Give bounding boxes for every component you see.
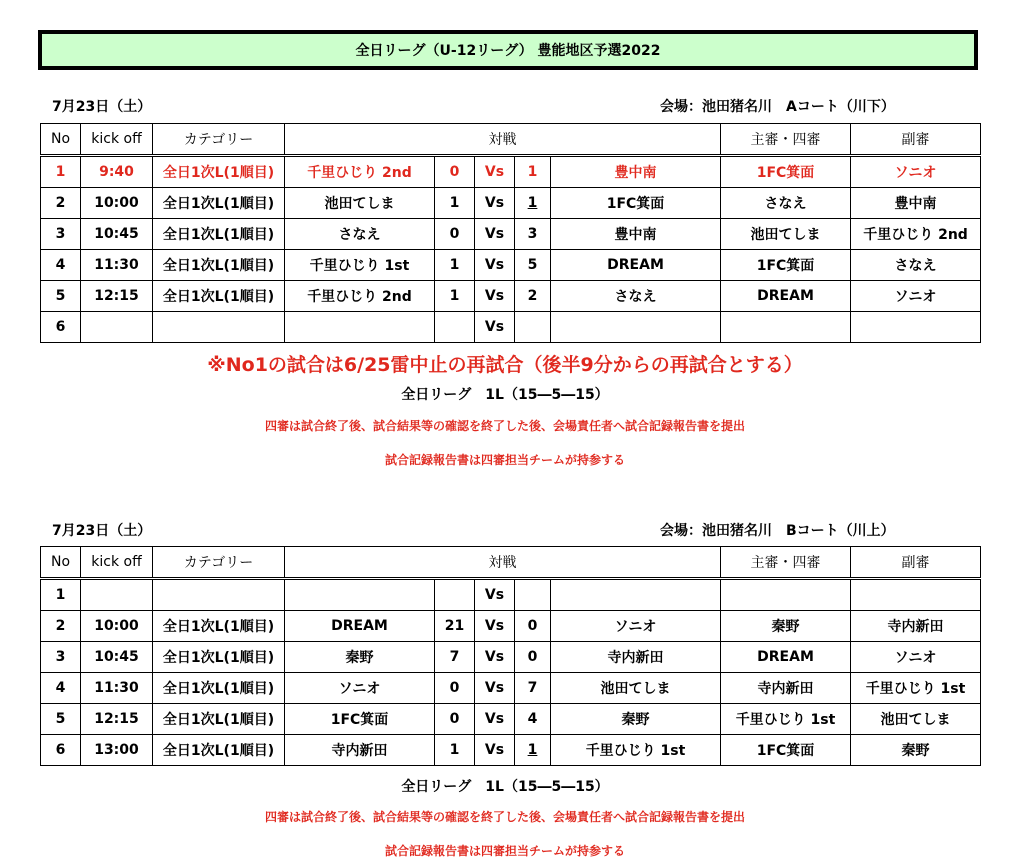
cell-category <box>153 312 285 343</box>
cell-no: 5 <box>41 281 81 312</box>
cell-away-score: 4 <box>515 704 551 735</box>
cell-kickoff: 12:15 <box>81 704 153 735</box>
cell-away-team: 池田てしま <box>551 673 721 704</box>
cell-away-score: 1 <box>515 188 551 219</box>
cell-category: 全日1次L(1順目) <box>153 642 285 673</box>
court-b-venue: 会場：池田猪名川 Bコート（川上） <box>660 523 895 539</box>
cell-kickoff: 12:15 <box>81 281 153 312</box>
cell-vs: Vs <box>475 579 515 611</box>
table-row <box>41 611 981 642</box>
cell-assistant: 池田てしま <box>851 704 981 735</box>
cell-referee: 1FC箕面 <box>721 156 851 188</box>
cell-home-team: DREAM <box>285 611 435 642</box>
cell-kickoff: 11:30 <box>81 673 153 704</box>
cell-home-score <box>435 579 475 611</box>
cell-referee: DREAM <box>721 642 851 673</box>
cell-away-score <box>515 312 551 343</box>
cell-category: 全日1次L(1順目) <box>153 704 285 735</box>
court-b-format: 全日リーグ 1L（15―5―15） <box>401 779 609 795</box>
cell-category: 全日1次L(1順目) <box>153 611 285 642</box>
cell-no: 4 <box>41 250 81 281</box>
cell-no: 1 <box>41 156 81 188</box>
court-a-schedule-table <box>40 123 981 343</box>
header-category: カテゴリー <box>153 547 285 579</box>
cell-away-team: 寺内新田 <box>551 642 721 673</box>
cell-home-team: 1FC箕面 <box>285 704 435 735</box>
cell-kickoff: 10:45 <box>81 219 153 250</box>
table-row <box>41 579 981 611</box>
header-category: カテゴリー <box>153 124 285 156</box>
cell-kickoff: 10:45 <box>81 642 153 673</box>
cell-referee: 寺内新田 <box>721 673 851 704</box>
cell-vs: Vs <box>475 312 515 343</box>
cell-vs: Vs <box>475 156 515 188</box>
cell-referee: DREAM <box>721 281 851 312</box>
header-match: 対戦 <box>285 547 721 579</box>
cell-referee: 秦野 <box>721 611 851 642</box>
cell-assistant: ソニオ <box>851 642 981 673</box>
table-row <box>41 219 981 250</box>
table-row <box>41 735 981 766</box>
cell-vs: Vs <box>475 673 515 704</box>
cell-referee: 千里ひじり 1st <box>721 704 851 735</box>
court-a-venue: 会場：池田猪名川 Aコート（川下） <box>660 99 895 115</box>
cell-vs: Vs <box>475 611 515 642</box>
court-a-rule-1: 四審は試合終了後、試合結果等の確認を終了した後、会場責任者へ試合記録報告書を提出 <box>264 419 745 433</box>
cell-no: 2 <box>41 611 81 642</box>
header-match: 対戦 <box>285 124 721 156</box>
cell-away-team: ソニオ <box>551 611 721 642</box>
cell-home-team: 秦野 <box>285 642 435 673</box>
table-row <box>41 156 981 188</box>
cell-category: 全日1次L(1順目) <box>153 250 285 281</box>
cell-away-score <box>515 579 551 611</box>
court-b-rule-1: 四審は試合終了後、試合結果等の確認を終了した後、会場責任者へ試合記録報告書を提出 <box>264 810 745 824</box>
cell-vs: Vs <box>475 735 515 766</box>
cell-away-score: 1 <box>515 735 551 766</box>
cell-home-score: 0 <box>435 219 475 250</box>
cell-no: 3 <box>41 219 81 250</box>
page-title: 全日リーグ（U-12リーグ） 豊能地区予選2022 <box>42 34 974 66</box>
cell-category: 全日1次L(1順目) <box>153 156 285 188</box>
cell-away-score: 3 <box>515 219 551 250</box>
cell-no: 2 <box>41 188 81 219</box>
table-row <box>41 704 981 735</box>
cell-away-score: 1 <box>515 156 551 188</box>
cell-away-team: さなえ <box>551 281 721 312</box>
cell-vs: Vs <box>475 219 515 250</box>
title-banner <box>38 30 978 70</box>
cell-referee: 1FC箕面 <box>721 250 851 281</box>
cell-kickoff: 9:40 <box>81 156 153 188</box>
header-no: No <box>41 547 81 579</box>
cell-home-team: さなえ <box>285 219 435 250</box>
cell-category: 全日1次L(1順目) <box>153 735 285 766</box>
cell-category: 全日1次L(1順目) <box>153 219 285 250</box>
cell-no: 4 <box>41 673 81 704</box>
cell-away-team: 秦野 <box>551 704 721 735</box>
cell-home-team: 寺内新田 <box>285 735 435 766</box>
cell-home-team: 池田てしま <box>285 188 435 219</box>
header-no: No <box>41 124 81 156</box>
table-row <box>41 188 981 219</box>
court-a-format: 全日リーグ 1L（15―5―15） <box>401 387 609 403</box>
cell-category: 全日1次L(1順目) <box>153 281 285 312</box>
cell-kickoff: 10:00 <box>81 611 153 642</box>
cell-home-team: 千里ひじり 2nd <box>285 281 435 312</box>
cell-away-score: 2 <box>515 281 551 312</box>
cell-assistant <box>851 312 981 343</box>
cell-kickoff: 13:00 <box>81 735 153 766</box>
cell-kickoff: 11:30 <box>81 250 153 281</box>
cell-away-score: 0 <box>515 611 551 642</box>
table-row <box>41 312 981 343</box>
cell-home-team <box>285 579 435 611</box>
cell-away-team <box>551 312 721 343</box>
cell-kickoff <box>81 579 153 611</box>
cell-referee <box>721 312 851 343</box>
cell-home-score: 1 <box>435 735 475 766</box>
table-row <box>41 673 981 704</box>
court-b-rule-2: 試合記録報告書は四審担当チームが持参する <box>384 844 625 858</box>
cell-home-score: 1 <box>435 188 475 219</box>
table-row <box>41 281 981 312</box>
cell-home-score <box>435 312 475 343</box>
header-kickoff: kick off <box>81 547 153 579</box>
court-b-schedule-table <box>40 546 981 766</box>
header-referee: 主審・四審 <box>721 124 851 156</box>
cell-home-score: 21 <box>435 611 475 642</box>
cell-home-score: 0 <box>435 156 475 188</box>
cell-assistant: 豊中南 <box>851 188 981 219</box>
header-assistant: 副審 <box>851 547 981 579</box>
cell-away-score: 7 <box>515 673 551 704</box>
cell-referee: 池田てしま <box>721 219 851 250</box>
cell-assistant: さなえ <box>851 250 981 281</box>
cell-home-team: 千里ひじり 2nd <box>285 156 435 188</box>
cell-home-score: 7 <box>435 642 475 673</box>
header-referee: 主審・四審 <box>721 547 851 579</box>
cell-home-score: 1 <box>435 250 475 281</box>
cell-vs: Vs <box>475 642 515 673</box>
cell-assistant <box>851 579 981 611</box>
cell-home-score: 1 <box>435 281 475 312</box>
cell-kickoff: 10:00 <box>81 188 153 219</box>
cell-vs: Vs <box>475 188 515 219</box>
cell-assistant: 千里ひじり 2nd <box>851 219 981 250</box>
cell-home-team: ソニオ <box>285 673 435 704</box>
cell-category <box>153 579 285 611</box>
cell-no: 6 <box>41 735 81 766</box>
cell-away-score: 0 <box>515 642 551 673</box>
cell-away-team: 千里ひじり 1st <box>551 735 721 766</box>
cell-vs: Vs <box>475 704 515 735</box>
cell-home-team: 千里ひじり 1st <box>285 250 435 281</box>
header-assistant: 副審 <box>851 124 981 156</box>
cell-assistant: 寺内新田 <box>851 611 981 642</box>
cell-assistant: 千里ひじり 1st <box>851 673 981 704</box>
court-a-rule-2: 試合記録報告書は四審担当チームが持参する <box>384 453 625 467</box>
cell-away-team <box>551 579 721 611</box>
cell-away-team: 豊中南 <box>551 219 721 250</box>
cell-no: 5 <box>41 704 81 735</box>
cell-referee: 1FC箕面 <box>721 735 851 766</box>
cell-no: 6 <box>41 312 81 343</box>
court-b-date: 7月23日（土） <box>52 523 152 539</box>
court-a-date: 7月23日（土） <box>52 99 152 115</box>
cell-category: 全日1次L(1順目) <box>153 188 285 219</box>
cell-away-score: 5 <box>515 250 551 281</box>
cell-home-score: 0 <box>435 704 475 735</box>
header-kickoff: kick off <box>81 124 153 156</box>
cell-kickoff <box>81 312 153 343</box>
cell-referee: さなえ <box>721 188 851 219</box>
cell-vs: Vs <box>475 281 515 312</box>
cell-assistant: ソニオ <box>851 281 981 312</box>
cell-away-team: DREAM <box>551 250 721 281</box>
cell-assistant: 秦野 <box>851 735 981 766</box>
cell-no: 3 <box>41 642 81 673</box>
cell-away-team: 1FC箕面 <box>551 188 721 219</box>
cell-home-team <box>285 312 435 343</box>
court-a-notice: ※No1の試合は6/25雷中止の再試合（後半9分からの再試合とする） <box>207 354 803 376</box>
cell-vs: Vs <box>475 250 515 281</box>
cell-category: 全日1次L(1順目) <box>153 673 285 704</box>
cell-away-team: 豊中南 <box>551 156 721 188</box>
table-row <box>41 642 981 673</box>
cell-referee <box>721 579 851 611</box>
table-row <box>41 250 981 281</box>
cell-assistant: ソニオ <box>851 156 981 188</box>
cell-no: 1 <box>41 579 81 611</box>
cell-home-score: 0 <box>435 673 475 704</box>
